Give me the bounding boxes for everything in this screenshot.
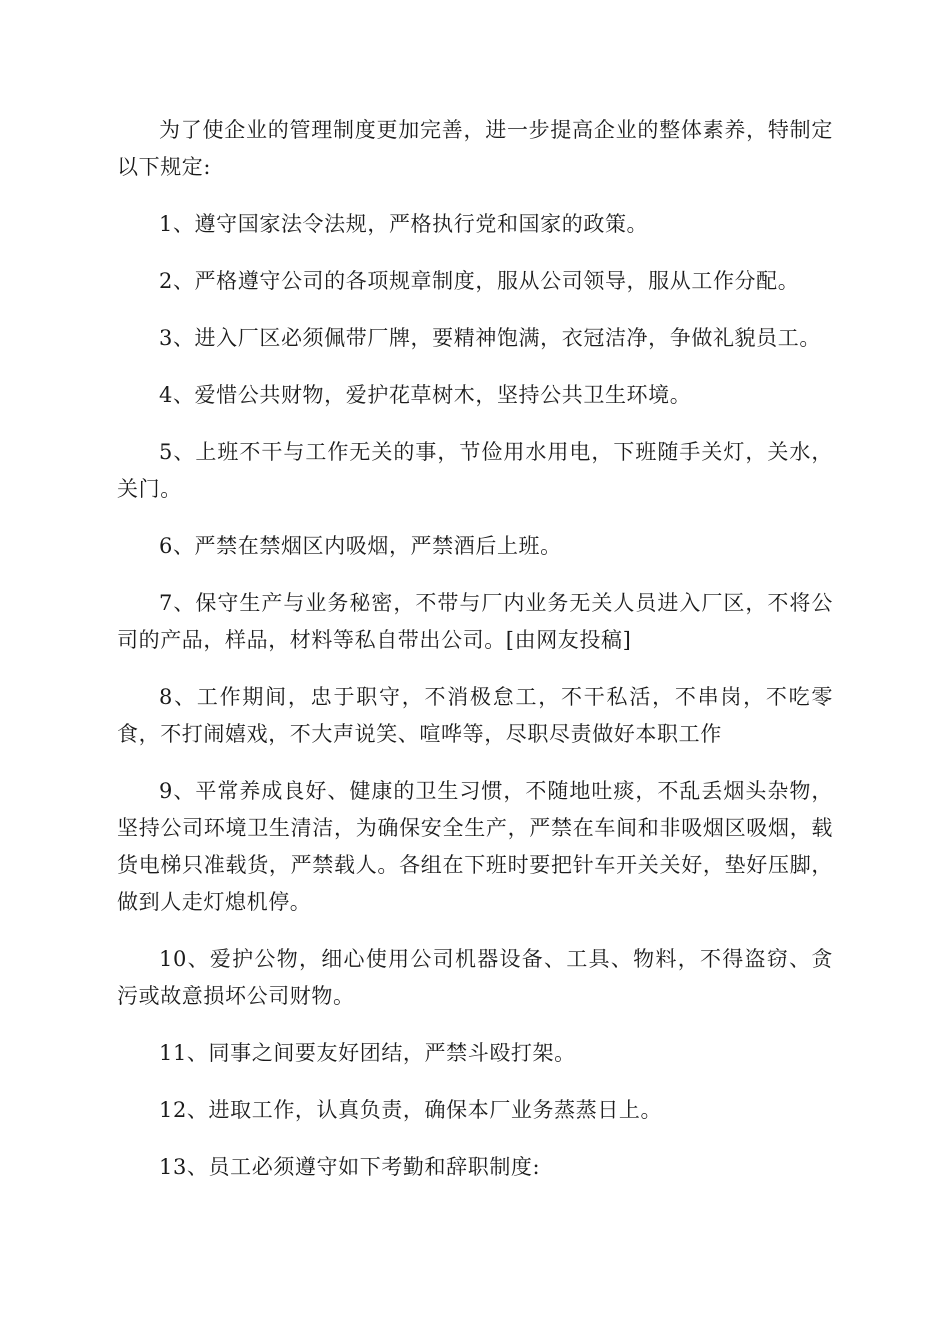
rule-8-paragraph: 8、工作期间，忠于职守，不消极怠工，不干私活，不串岗，不吃零食，不打闹嬉戏，不大声说笑、喧哗等，尽职尽责做好本职工作 xyxy=(117,685,833,746)
rule-7-paragraph: 7、保守生产与业务秘密，不带与厂内业务无关人员进入厂区，不将公司的产品，样品，材料等私自带出公司。[由网友投稿] xyxy=(117,591,833,652)
rule-6-paragraph: 6、严禁在禁烟区内吸烟，严禁酒后上班。 xyxy=(159,534,562,558)
rule-13-paragraph: 13、员工必须遵守如下考勤和辞职制度: xyxy=(159,1155,541,1179)
rule-11-paragraph: 11、同事之间要友好团结，严禁斗殴打架。 xyxy=(159,1041,576,1065)
rule-3-paragraph: 3、进入厂区必须佩带厂牌，要精神饱满，衣冠洁净，争做礼貌员工。 xyxy=(159,326,821,350)
rule-5-paragraph: 5、上班不干与工作无关的事，节俭用水用电，下班随手关灯，关水，关门。 xyxy=(117,440,833,501)
rule-2-paragraph: 2、严格遵守公司的各项规章制度，服从公司领导，服从工作分配。 xyxy=(159,269,800,293)
rule-4-paragraph: 4、爱惜公共财物，爱护花草树木，坚持公共卫生环境。 xyxy=(159,383,692,407)
document-body xyxy=(117,112,833,1206)
rule-10-paragraph: 10、爱护公物，细心使用公司机器设备、工具、物料，不得盗窃、贪污或故意损坏公司财物。 xyxy=(117,947,833,1008)
intro-paragraph: 为了使企业的管理制度更加完善，进一步提高企业的整体素养，特制定以下规定: xyxy=(117,118,833,179)
rule-1-paragraph: 1、遵守国家法令法规，严格执行党和国家的政策。 xyxy=(159,212,649,236)
rule-9-paragraph: 9、平常养成良好、健康的卫生习惯，不随地吐痰，不乱丢烟头杂物，坚持公司环境卫生清洁，为确保安全生产，严禁在车间和非吸烟区吸烟，载货电梯只准载货，严禁载人。各组在下班时要把针车开关关好，垫好压脚，做到人走灯熄机停。 xyxy=(117,779,833,914)
rule-12-paragraph: 12、进取工作，认真负责，确保本厂业务蒸蒸日上。 xyxy=(159,1098,663,1122)
